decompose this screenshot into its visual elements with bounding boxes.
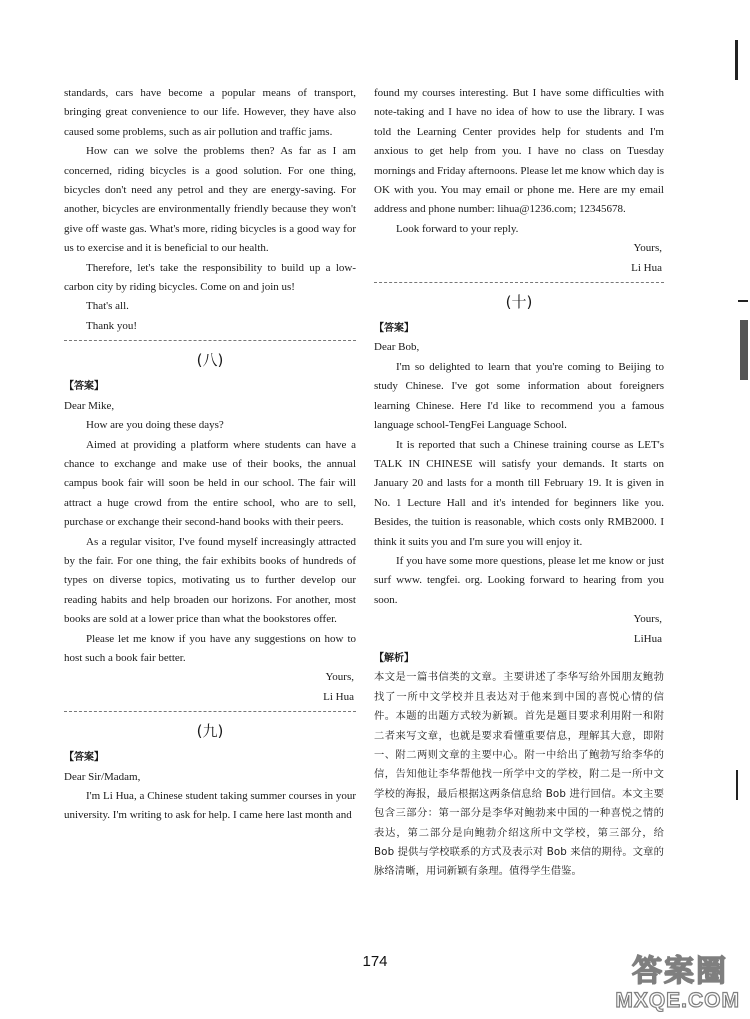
body-paragraph: Thank you! xyxy=(86,319,138,332)
right-column xyxy=(374,84,664,882)
body-paragraph: How can we solve the problems then? As far as I am concerned, riding bicycles is a good solution. For one thing, bicycles don't need any petrol and they are energy-saving. For another, bicycles are environmentally friendly because they won't give off waste gas. What's more, riding bicycles is a good way for us to exercise and it is beneficial to our health. xyxy=(64,145,356,255)
body-paragraph: As a regular visitor, I've found myself increasingly attracted by the fair. For one thing, the fair exhibits books of hundreds of types on diverse topics, motivating us to further develop our reading habits and help broaden our horizons. For another, most books are sold at a lower price than what the bookstores offer. xyxy=(64,535,356,626)
closing: Yours, xyxy=(633,242,662,255)
answer-label: 【答案】 xyxy=(64,381,104,393)
salutation: Dear Sir/Madam, xyxy=(64,770,141,783)
analysis-label: 【解析】 xyxy=(374,652,414,664)
scan-edge-mark xyxy=(736,770,738,800)
body-paragraph: standards, cars have become a popular means of transport, bringing great convenience to our life. However, they have also caused some problems, such as air pollution and traffic jams. xyxy=(64,87,356,138)
scan-edge-mark xyxy=(735,40,738,80)
body-paragraph: Aimed at providing a platform where students can have a chance to exchange and make use of their books, the annual campus book fair will soon be held in our school. The fair will attract a huge crowd from the entire school, who are to sell, purchase or exchange their second-hand books with their peers. xyxy=(64,438,356,529)
closing: Yours, xyxy=(633,613,662,626)
section-divider xyxy=(64,711,356,712)
scan-edge-mark xyxy=(738,300,748,302)
body-paragraph: It is reported that such a Chinese training course as LET's TALK IN CHINESE will satisfy your demands. It starts on January 20 and lasts for a month till February 19. It is given in No. 1 Lecture Hall and it's intended for beginners like you. Besides, the tuition is reasonable, which costs only RMB2000. I think it suits you and I'm sure you will enjoy it. xyxy=(374,438,664,548)
body-paragraph: How are you doing these days? xyxy=(86,419,224,432)
section-heading: (九) xyxy=(196,722,224,741)
signature: Li Hua xyxy=(631,261,662,274)
analysis-text: 本文是一篇书信类的文章。主要讲述了李华写给外国朋友鲍勃找了一所中文学校并且表达对于他来到中国的喜悦心情的信件。本题的出题方式较为新颖。首先是题目要求利用附一和附二者来写文章，也就是要求看懂重要信息，理解其大意，即附一、附二两则文章的主要中心。附一中给出了鲍勃写给李华的信，告知他让李华帮他找一所学中文的学校，附二是一所中文学校的海报，最后根据这两条信息给 Bob 进行回信。本文主要包含三部分：第一部分是李华对鲍勃来中国的一种喜悦之情的表达，第二部分是向鲍勃介绍这所中文学校，第三部分，给 Bob 提供与学校联系的方式及表示对 Bob 来信的期待。文章的脉络清晰，用词新颖有条理。值得学生借鉴。 xyxy=(374,671,664,878)
section-heading: (八) xyxy=(196,351,224,370)
body-paragraph: found my courses interesting. But I have some difficulties with note-taking and I have no idea of how to use the library. I was told the Learning Center provides help for students and I'm anxious to get help from you. I have no class on Tuesday mornings and Friday afternoons. Please let me know which day is OK with you. You may email or phone me. Here are my email address and phone number: lihua@1236.com; 12345678. xyxy=(374,87,664,216)
watermark-url: MXQE.COM xyxy=(615,989,740,1012)
body-paragraph: Look forward to your reply. xyxy=(396,222,519,235)
body-paragraph: I'm Li Hua, a Chinese student taking summer courses in your university. I'm writing to ask for help. I came here last month and xyxy=(64,790,356,822)
answer-label: 【答案】 xyxy=(374,323,414,335)
body-paragraph: That's all. xyxy=(86,300,129,313)
left-column xyxy=(64,84,356,826)
watermark-text: 答案圈 xyxy=(632,954,728,989)
scan-edge-mark xyxy=(740,320,748,380)
section-heading: (十) xyxy=(505,293,533,312)
section-divider xyxy=(64,340,356,341)
salutation: Dear Bob, xyxy=(374,341,420,354)
body-paragraph: Please let me know if you have any suggestions on how to host such a book fair better. xyxy=(64,632,356,664)
body-paragraph: Therefore, let's take the responsibility to build up a low-carbon city by riding bicycles. Come on and join us! xyxy=(64,261,356,294)
closing: Yours, xyxy=(325,671,354,684)
watermark-logo xyxy=(588,955,744,1017)
page-number: 174 xyxy=(362,953,388,970)
salutation: Dear Mike, xyxy=(64,399,115,412)
answer-label: 【答案】 xyxy=(64,752,104,764)
section-divider xyxy=(374,282,664,283)
body-paragraph: I'm so delighted to learn that you're coming to Beijing to study Chinese. I've got some information about foreigners learning Chinese. Here I'd like to recommend you a famous language school-TengFei Language School. xyxy=(374,360,664,432)
signature: Li Hua xyxy=(323,690,354,703)
signature: LiHua xyxy=(633,632,662,645)
body-paragraph: If you have some more questions, please let me know or just surf www. tengfei. org. Looking forward to hearing from you soon. xyxy=(374,554,664,606)
